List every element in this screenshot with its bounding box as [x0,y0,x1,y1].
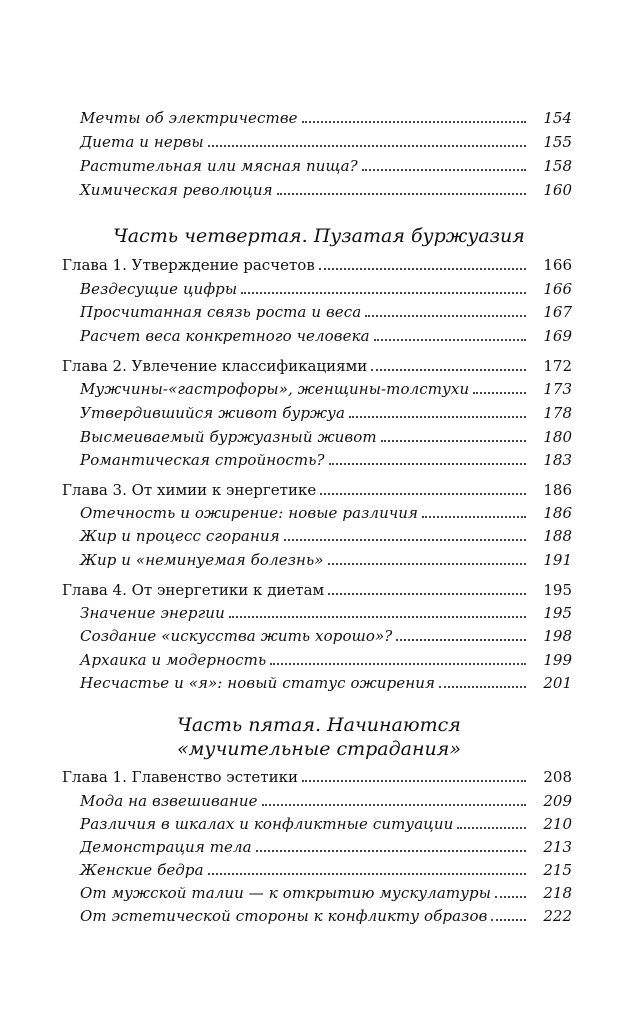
leader-dots [302,121,526,123]
toc-entry [80,624,572,646]
toc-entry-page: 178 [543,404,572,422]
leader-dots [362,169,526,171]
leader-dots [371,369,526,371]
toc-entry-title: Жир и процесс сгорания [80,527,280,545]
chapter-page: 195 [543,581,572,599]
leader-dots [229,616,526,618]
toc-entry [80,812,572,834]
leader-dots [365,315,526,317]
toc-entry-title: Создание «искусства жить хорошо»? [80,627,393,645]
toc-entry-title: Жир и «неминуемая болезнь» [80,551,324,569]
leader-dots [457,827,526,829]
toc-entry-title: Утвердившийся живот буржуа [80,404,346,422]
leader-dots [208,873,526,875]
toc-entry-page: 199 [543,651,572,669]
toc-entry-title: Мода на взвешивание [80,792,258,810]
toc-entry-page: 173 [543,380,572,398]
chapter-title: Глава 1. Главенство эстетики [62,768,298,786]
toc-entry-page: 213 [543,838,572,856]
leader-dots [284,539,526,541]
toc-entry-title: От эстетической стороны к конфликту образов [80,907,488,925]
chapter-entry [62,478,572,500]
toc-entry-page: 209 [543,792,572,810]
toc-entry-title: Отечность и ожирение: новые различия [80,504,419,522]
toc-entry-page: 195 [543,604,572,622]
toc-entry-page: 154 [543,109,572,127]
toc-entry-page: 198 [543,627,572,645]
toc-entry [80,789,572,811]
chapter-page: 166 [543,256,572,274]
toc-entry-page: 218 [543,884,572,902]
leader-dots [473,392,526,394]
chapter-page: 208 [543,768,572,786]
chapter-entry [62,765,572,787]
chapter-title: Глава 1. Утверждение расчетов [62,256,315,274]
toc-entry [80,601,572,623]
toc-entry [80,671,572,693]
toc-entry-page: 169 [543,327,572,345]
toc-entry [80,648,572,670]
toc-entry-title: Расчет веса конкретного человека [80,327,370,345]
toc-entry-page: 201 [543,674,572,692]
toc-entry-title: Вездесущие цифры [80,280,238,298]
toc-entry [80,524,572,546]
leader-dots [277,193,526,195]
toc-entry [80,904,572,926]
toc-entry-page: 186 [543,504,572,522]
part-heading: Часть четвертая. Пузатая буржуазия [113,225,525,247]
toc-entry-title: Высмеиваемый буржуазный живот [80,428,377,446]
toc-entry-title: Различия в шкалах и конфликтные ситуации [80,815,454,833]
toc-entry-page: 158 [543,157,572,175]
toc-entry [80,448,572,470]
leader-dots [381,440,526,442]
leader-dots [439,686,526,688]
toc-entry [80,858,572,880]
leader-dots [374,339,526,341]
leader-dots [319,268,526,270]
leader-dots [256,850,526,852]
chapter-page: 186 [543,481,572,499]
toc-entry [80,548,572,570]
toc-entry [80,130,572,152]
leader-dots [328,593,526,595]
toc-entry [80,300,572,322]
chapter-title: Глава 2. Увлечение классификациями [62,357,368,375]
leader-dots [328,563,526,565]
leader-dots [320,493,526,495]
toc-entry-title: Химическая революция [80,181,273,199]
toc-entry-page: 167 [543,303,572,321]
toc-entry-title: Несчастье и «я»: новый статус ожирения [80,674,436,692]
toc-entry-page: 215 [543,861,572,879]
leader-dots [491,919,526,921]
toc-entry-page: 188 [543,527,572,545]
toc-entry [80,377,572,399]
toc-entry-title: Диета и нервы [80,133,204,151]
leader-dots [241,292,526,294]
toc-entry-page: 166 [543,280,572,298]
toc-entry-title: Значение энергии [80,604,225,622]
toc-entry-title: Мечты об электричестве [80,109,298,127]
toc-entry-page: 180 [543,428,572,446]
toc-entry [80,401,572,423]
toc-entry-title: Архаика и модерность [80,651,267,669]
toc-entry [80,178,572,200]
chapter-entry [62,354,572,376]
toc-entry-page: 222 [543,907,572,925]
leader-dots [208,145,526,147]
toc-entry-page: 183 [543,451,572,469]
part-heading-line2: «мучительные страдания» [177,738,461,760]
leader-dots [422,516,526,518]
toc-entry-title: Просчитанная связь роста и веса [80,303,362,321]
leader-dots [495,896,526,898]
toc-entry-page: 191 [543,551,572,569]
toc-entry-title: Мужчины-«гастрофоры», женщины-толстухи [80,380,470,398]
toc-entry-page: 155 [543,133,572,151]
chapter-entry [62,253,572,275]
leader-dots [270,663,526,665]
chapter-entry [62,578,572,600]
leader-dots [302,780,526,782]
toc-entry [80,324,572,346]
toc-entry-page: 210 [543,815,572,833]
part-heading-line1: Часть пятая. Начинаются [177,714,461,736]
chapter-page: 172 [543,357,572,375]
toc-entry [80,154,572,176]
chapter-title: Глава 3. От химии к энергетике [62,481,317,499]
toc-entry-title: Женские бедра [80,861,204,879]
chapter-title: Глава 4. От энергетики к диетам [62,581,325,599]
leader-dots [262,804,526,806]
toc-entry [80,501,572,523]
toc-entry-page: 160 [543,181,572,199]
toc-entry [80,277,572,299]
toc-entry-title: Романтическая стройность? [80,451,325,469]
leader-dots [329,463,526,465]
toc-entry-title: Демонстрация тела [80,838,252,856]
leader-dots [349,416,526,418]
toc-entry-title: Растительная или мясная пища? [80,157,358,175]
toc-entry [80,835,572,857]
toc-entry [80,881,572,903]
toc-entry-title: От мужской талии — к открытию мускулатуры [80,884,492,902]
leader-dots [396,639,526,641]
toc-entry [80,425,572,447]
toc-entry [80,106,572,128]
